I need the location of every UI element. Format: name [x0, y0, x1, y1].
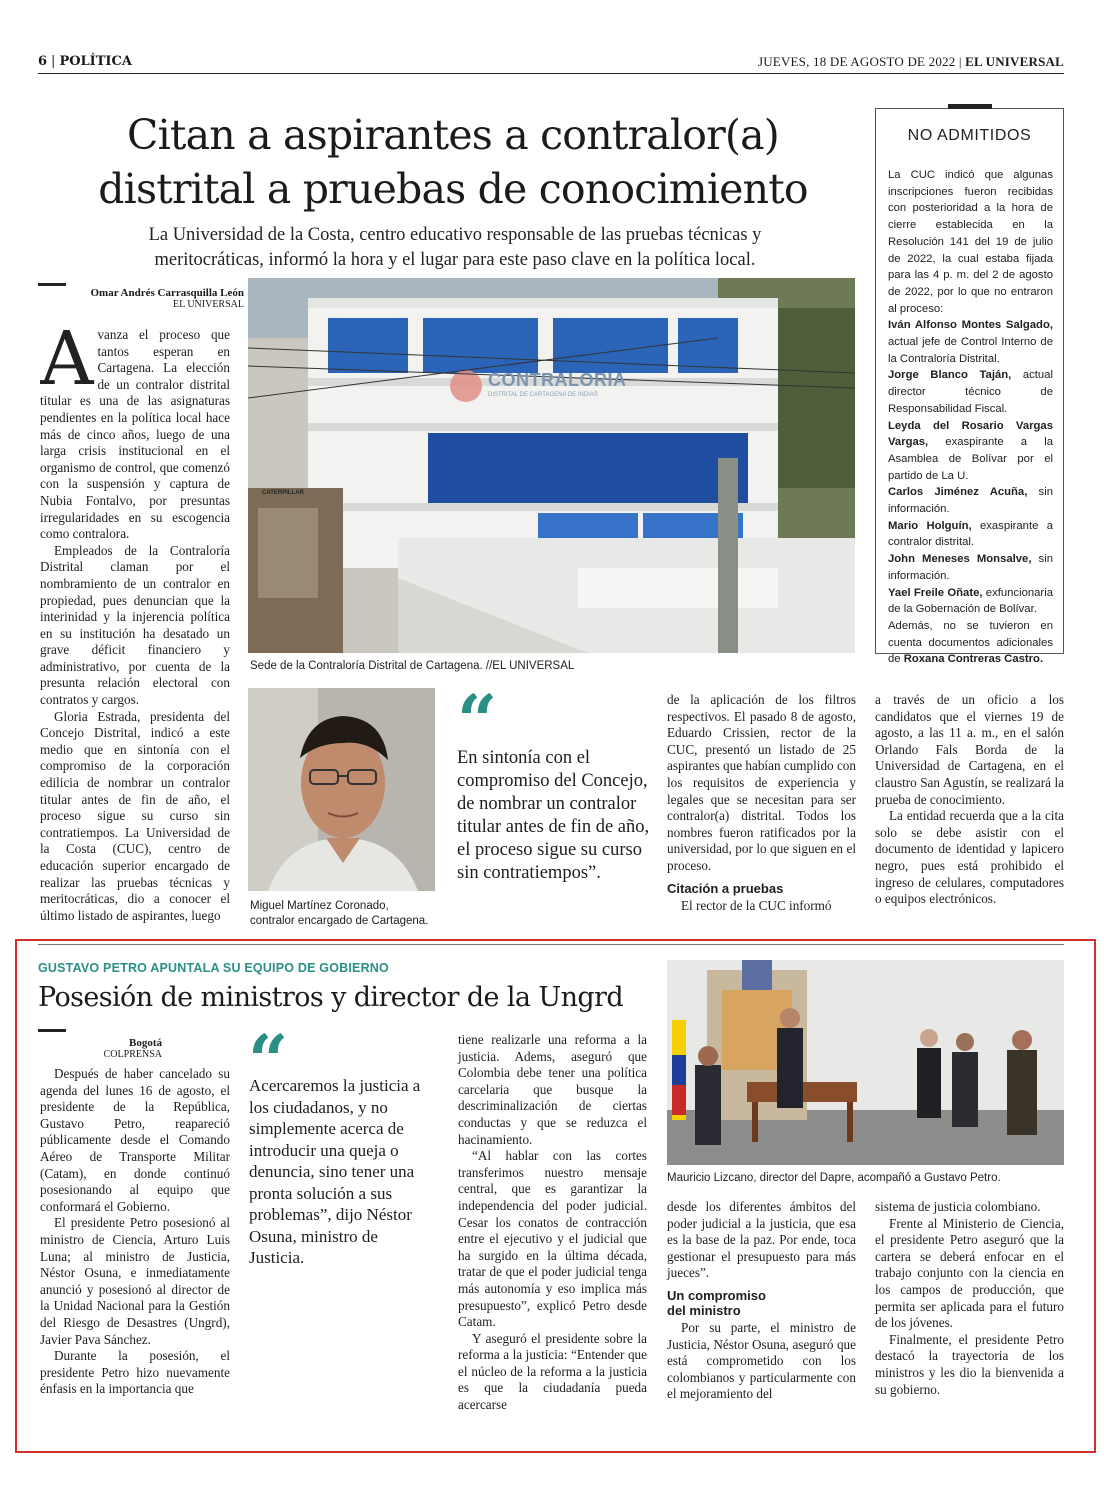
pull-quote-2: Acercaremos la justicia a los ciudadanos, y no simplemente acerca de introducir una queja o denuncia, sino tener una pronta solución a sus problemas”, dijo Néstor Osuna, ministro de Justicia.: [249, 1076, 421, 1267]
article-kicker: GUSTAVO PETRO APUNTALA SU EQUIPO DE GOBIERNO: [38, 961, 389, 975]
byline-org: COLPRENSA: [103, 1049, 162, 1060]
sidebar-item: [888, 484, 1053, 517]
page-number: 6: [38, 54, 48, 69]
paragraph: El rector de la CUC informó: [681, 897, 832, 913]
sidebar-item: [888, 367, 1053, 417]
building-sign: CONTRALORIA: [488, 370, 627, 390]
photo-caption: Sede de la Contraloría Distrital de Cartagena. //EL UNIVERSAL: [250, 660, 575, 672]
byline-rule: [38, 283, 66, 286]
paragraph: Finalmente, el presidente Petro destacó la trayectoria de los ministros y les dio la bienvenida a su gobierno.: [875, 1331, 1064, 1397]
sidebar-item: [888, 317, 1053, 367]
photo-ceremony: [667, 960, 1064, 1165]
paragraph: El presidente Petro posesionó al ministro de Ciencia, Arturo Luis Luna; al ministro de Justicia, Néstor Osuna, e inmediatamente anunció y posesionó al director de la Unidad Nacional para la Gestión del Riesgo de Desastres (Ungrd), Javier Pava Sánchez.: [40, 1215, 230, 1347]
paragraph: Después de haber cancelado su agenda del lunes 16 de agosto, el presidente de la República, Gustavo Petro, reapareció públicamente desde el Comando Aéreo de Transporte Militar (Catam), en donde continuó posesionando al equipo que conformará el Gobierno.: [40, 1066, 230, 1214]
shop-sign: CATERPILLAR: [262, 490, 304, 496]
building-sign-subtitle: DISTRITAL DE CARTAGENA DE INDIAS: [488, 392, 598, 398]
section-heading: [667, 1288, 856, 1318]
heading-line-1: Un compromiso: [667, 1287, 766, 1303]
sidebar-item-desc: actual director técnico de Responsabilidad Fiscal.: [888, 369, 1053, 415]
quote-mark-icon: “: [457, 679, 498, 762]
newspaper-name: EL UNIVERSAL: [965, 54, 1064, 69]
article2-column-3: [458, 1032, 647, 1414]
section-heading: Citación a pruebas: [667, 880, 784, 896]
photo-contraloria-building: [248, 278, 855, 653]
portrait-caption: Miguel Martínez Coronado, contralor encargado de Cartagena.: [250, 900, 429, 927]
article2-column-4: [667, 1199, 856, 1403]
paragraph: Frente al Ministerio de Ciencia, el presidente Petro aseguró que la cartera se deberá enfocar en el trabajo conjunto con la ciencia en los campos de producción, que permita ser aplicada para el futuro de los jóvenes.: [875, 1215, 1064, 1331]
paragraph: Durante la posesión, el presidente Petro hizo nuevamente énfasis en la importancia que: [40, 1348, 230, 1397]
article-column-3: [667, 692, 856, 914]
sidebar-item-desc: actual jefe de Control Interno de la Contraloría Distrital.: [888, 336, 1053, 365]
sidebar-item: [888, 585, 1053, 618]
article-column-1: [40, 327, 230, 932]
paragraph: [40, 327, 230, 543]
ceremony-caption: Mauricio Lizcano, director del Dapre, acompañó a Gustavo Petro.: [667, 1172, 1001, 1184]
paragraph: Y aseguró el presidente sobre la reforma a la justicia: “Entender que el núcleo de la reforma a la justicia es que la ciudadanía pueda acercarse: [458, 1330, 647, 1413]
sidebar-item-desc: sin información.: [888, 486, 1053, 516]
sidebar-item-name: Jorge Blanco Taján,: [888, 369, 1012, 382]
paragraph-text: vanza el proceso que tantos esperan en Cartagena. La elección de un contralor distrital titular es una de las asignaturas pendientes en la política local hace más de cinco años, luego de una larga crisis institucional en el organismo de control, que comenzó con la suspensión y captura de Nubia Fontalvo, por presuntas irregularidades en su escogencia como contralora.: [40, 327, 230, 542]
paragraph: Por su parte, el ministro de Justicia, Néstor Osuna, aseguró que está comprometido con los colombianos y particularmente con el mejoramiento del: [667, 1319, 856, 1402]
article-headline: [38, 108, 868, 216]
paragraph: Empleados de la Contraloría Distrital claman por el nombramiento de un contralor en propiedad, pues denuncian que la interinidad y la injerencia política en su institución ha desatado un grave déficit financiero y administrativo, por cuenta de la presunta relación electoral con contratos y cargos.: [40, 542, 230, 708]
sidebar-item-name: Yael Freile Oñate,: [888, 586, 983, 599]
paragraph: tiene realizarle una reforma a la justicia. Adems, aseguró que Colombia debe tener una política carcelaria que busque la descriminalización de ciertas conductas y que se reduzca el hacinamiento.: [458, 1032, 647, 1147]
page-section-label: 6 | POLÍTICA: [38, 54, 132, 69]
photo-portrait: [248, 688, 435, 891]
ceremony-illustration: [667, 960, 1064, 1165]
article2-column-1: [40, 1066, 230, 1398]
paragraph: desde los diferentes ámbitos del poder judicial a la justicia, que esa es la base de la paz. Por ende, toca gestionar el presupuesto para más jueces”.: [667, 1199, 856, 1281]
sidebar-closing: [888, 618, 1053, 668]
sidebar-item: [888, 518, 1053, 551]
byline-org: EL UNIVERSAL: [172, 299, 244, 310]
byline: [38, 287, 244, 310]
sidebar-item-desc: exfuncionaria de la Gobernación de Bolívar.: [888, 586, 1053, 616]
article-column-4: [875, 692, 1064, 908]
byline-2: [38, 1037, 162, 1060]
sidebar-item-name: Carlos Jiménez Acuña,: [888, 486, 1028, 499]
heading-line-2: del ministro: [667, 1302, 741, 1318]
paragraph: sistema de justicia colombiano.: [875, 1199, 1041, 1214]
byline-location: Bogotá: [129, 1037, 162, 1049]
sidebar-item: [888, 418, 1053, 485]
subhead-line-2: meritocráticas, informó la hora y el lugar para este paso clave en la política local.: [154, 250, 756, 270]
article-subhead: [100, 223, 810, 273]
byline-author: Omar Andrés Carrasquilla León: [90, 287, 244, 299]
sidebar-item-desc: exaspirante a contralor distrital.: [888, 519, 1053, 549]
sidebar-closing-text: Además, no se tuvieron en cuenta documentos adicionales de: [888, 619, 1053, 666]
sidebar-title: NO ADMITIDOS: [907, 127, 1032, 144]
issue-date: JUEVES, 18 DE AGOSTO DE 2022 |: [757, 54, 962, 69]
sidebar-item-name: Iván Alfonso Montes Salgado,: [888, 319, 1053, 332]
drop-cap: A: [40, 327, 94, 402]
sidebar-item-name: Mario Holguín,: [888, 519, 972, 532]
date-paper-label: [758, 54, 1064, 70]
subhead-line-1: La Universidad de la Costa, centro educativo responsable de las pruebas técnicas y: [148, 225, 762, 245]
paragraph: de la aplicación de los filtros respectivos. El pasado 8 de agosto, Eduardo Crissien, rector de la CUC, presentó un listado de 25 aspirantes que habían cumplido con los requisitos de experiencia y legales que se necesitan para ser contralor(a) distrital. Todos los nombres fueron ratificados por la universidad, por lo que siguen en el proceso.: [667, 692, 856, 873]
sidebar-top-bar: [948, 104, 992, 109]
byline-rule: [38, 1029, 66, 1032]
portrait-illustration: [248, 688, 435, 891]
headline-line-1: Citan a aspirantes a contralor(a): [127, 111, 779, 159]
pull-quote: En sintonía con el compromiso del Concejo, de nombrar un contralor titular antes de fin de año, el proceso sigue su curso sin contratiempos”.: [457, 748, 650, 883]
sidebar-no-admitidos: [875, 108, 1064, 666]
article-headline-2: Posesión de ministros y director de la Ungrd: [38, 982, 624, 1013]
sidebar-body: [888, 167, 1053, 668]
sidebar-item-desc: sin información.: [888, 553, 1053, 582]
sidebar-intro: La CUC indicó que algunas inscripciones fueron recibidas con posterioridad a la hora de cierre establecida en la Resolución 141 del 19 de julio de 2022, la cual estaba fijada para las 4 p. m. del 2 de agosto de 2022, por lo que no entraron al proceso:: [888, 169, 1053, 315]
sidebar-closing-name: Roxana Contreras Castro.: [903, 653, 1044, 666]
paragraph: a través de un oficio a los candidatos que el viernes 19 de agosto, a las 11 a. m., en el salón Orlando Fals Borda de la Universidad de Cartagena, en el claustro San Agustín, se realizará la prueba de conocimiento.: [875, 692, 1064, 807]
sidebar-item: [888, 551, 1053, 584]
sidebar-item-desc: exaspirante a la Asamblea de Bolívar por el partido de La U.: [888, 436, 1053, 482]
sidebar-item-name: Leyda del Rosario Vargas Vargas,: [888, 419, 1053, 449]
quote-mark-icon: “: [248, 1019, 289, 1102]
paragraph: “Al hablar con las cortes transferimos nuestro mensaje central, que es garantizar la independencia del poder judicial. Cesar los conatos de contracción entre el ejecutivo y el judicial que ha surgido en la última década, tratar de que el poder judicial tenga más autonomía y eso implica más presupuesto”, explicó Petro desde Catam.: [458, 1148, 647, 1330]
building-illustration: [248, 278, 855, 653]
masthead: [38, 54, 1064, 74]
sidebar-item-name: John Meneses Monsalve,: [888, 553, 1032, 566]
paragraph: La entidad recuerda que a la cita solo se debe asistir con el documento de identidad y lapicero negro, pues está prohibido el ingreso de celulares, computadores o equipos electrónicos.: [875, 808, 1064, 907]
article2-column-5: [875, 1199, 1064, 1398]
section-name: POLÍTICA: [59, 54, 132, 69]
paragraph: Gloria Estrada, presidenta del Concejo Distrital, indicó a este medio que en sintonía con el compromiso de la corporación edilicia de nombrar un contralor titular antes de fin de año, el proceso sigue su curso sin contratiempos. La Universidad de la Costa (CUC), centro de educación superior encargado de realizar las pruebas técnicas y meritocráticas, dio a conocer el último listado de aspirantes, luego: [40, 708, 230, 923]
headline-line-2: distrital a pruebas de conocimiento: [98, 165, 808, 213]
